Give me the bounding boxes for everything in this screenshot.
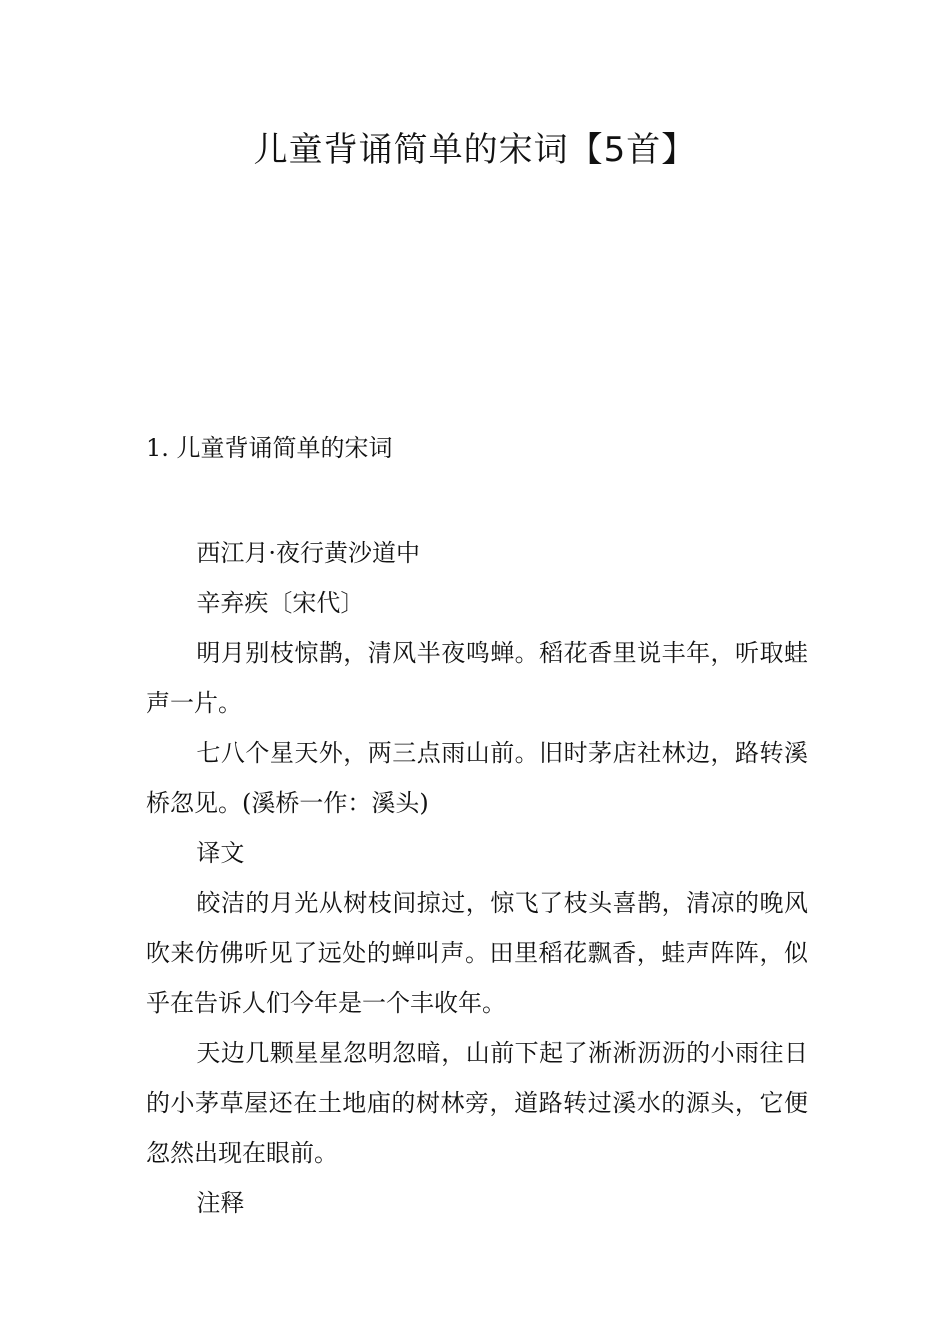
translation-heading: 译文 — [196, 839, 245, 867]
document-body — [146, 528, 808, 1228]
poem-author: 辛弃疾〔宋代〕 — [196, 589, 365, 617]
document-title: 儿童背诵简单的宋词【5首】 — [253, 130, 697, 170]
translation-paragraph-2: 天边几颗星星忽明忽暗，山前下起了淅淅沥沥的小雨往日的小茅草屋还在土地庙的树林旁，道路转过溪水的源头，它便忽然出现在眼前。 — [146, 1039, 808, 1167]
poem-stanza-1: 明月别枝惊鹊，清风半夜鸣蝉。稻花香里说丰年，听取蛙声一片。 — [146, 639, 808, 717]
poem-stanza-2: 七八个星天外，两三点雨山前。旧时茅店社林边，路转溪桥忽见。(溪桥一作：溪头) — [146, 739, 808, 817]
translation-paragraph-1: 皎洁的月光从树枝间掠过，惊飞了枝头喜鹊，清凉的晚风吹来仿佛听见了远处的蝉叫声。田里稻花飘香，蛙声阵阵，似乎在告诉人们今年是一个丰收年。 — [146, 889, 808, 1017]
notes-heading: 注释 — [196, 1189, 245, 1217]
section-heading: 1. 儿童背诵简单的宋词 — [146, 434, 393, 462]
poem-title: 西江月·夜行黄沙道中 — [196, 539, 421, 567]
